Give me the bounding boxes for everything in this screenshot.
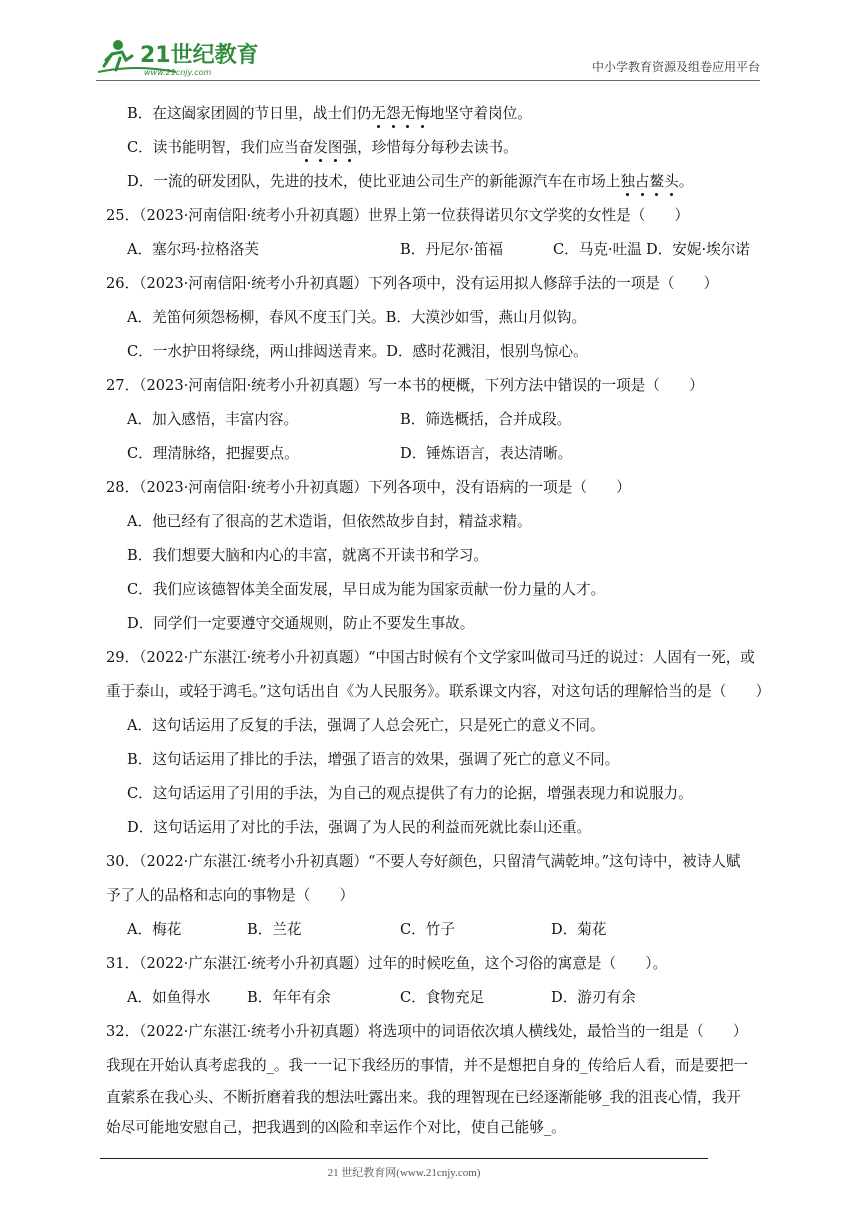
question-29-option-c: C．这句话运用了引用的手法，为自己的观点提供了有力的论据，增强表现力和说服力。	[127, 785, 693, 802]
option-a: A．如鱼得水	[127, 989, 211, 1006]
option-a: A．梅花	[127, 921, 182, 938]
option-b: B．筛选概括，合并成段。	[400, 411, 572, 428]
footer-divider	[100, 1158, 708, 1159]
question-26-options-cd: C．一水护田将绿绕，两山排闼送青来。D．感时花溅泪，恨别鸟惊心。	[127, 343, 588, 360]
option-c: C．马克·吐温	[553, 241, 642, 258]
option-a: A．加入感悟，丰富内容。	[127, 411, 299, 428]
option-b-prev: B．在这阖家团圆的节日里，战士们仍无怨无悔地坚守着岗位。	[127, 105, 532, 122]
question-27-stem: 27．（2023·河南信阳·统考小升初真题）写一本书的梗概，下列方法中错误的一项是（ ）	[106, 377, 704, 394]
option-c: C．理清脉络，把握要点。	[127, 445, 299, 462]
option-b: B．年年有余	[247, 989, 331, 1006]
option-d: D．菊花	[551, 921, 607, 938]
question-26-stem: 26．（2023·河南信阳·统考小升初真题）下列各项中，没有运用拟人修辞手法的一项是（ ）	[106, 275, 719, 292]
question-30-stem-line2: 予了人的品格和志向的事物是（ ）	[106, 887, 355, 904]
question-32-stem: 32．（2022·广东湛江·统考小升初真题）将选项中的词语依次填人横线处，最恰当的一组是（ ）	[106, 1023, 748, 1040]
question-28-option-a: A．他已经有了很高的艺术造诣，但依然故步自封，精益求精。	[127, 513, 532, 530]
svg-text:www.21cnjy.com: www.21cnjy.com	[144, 68, 212, 77]
option-c: C．竹子	[400, 921, 455, 938]
question-32-passage-line3: 始尽可能地安慰自己，把我遇到的凶险和幸运作个对比，使自己能够_。	[106, 1119, 566, 1136]
option-d-prev: D．一流的研发团队，先进的技术，使比亚迪公司生产的新能源汽车在市场上独占鳌头。	[127, 173, 694, 190]
question-29-stem-line2: 重于泰山，或轻于鸿毛。”这句话出自《为人民服务》。联系课文内容，对这句话的理解恰当的是（ ）	[106, 683, 771, 700]
platform-title: 中小学教育资源及组卷应用平台	[591, 60, 760, 74]
option-d: D．游刃有余	[551, 989, 636, 1006]
option-c-prev: C．读书能明智，我们应当奋发图强，珍惜每分每秒去读书。	[127, 139, 518, 156]
option-c: C．食物充足	[400, 989, 485, 1006]
question-28-stem: 28．（2023·河南信阳·统考小升初真题）下列各项中，没有语病的一项是（ ）	[106, 479, 631, 496]
page-header	[96, 32, 760, 80]
question-30-stem-line1: 30．（2022·广东湛江·统考小升初真题）“不要人夸好颜色，只留清气满乾坤。”这句诗中，被诗人赋	[106, 853, 741, 870]
header-divider	[96, 80, 760, 81]
option-d: D．安妮·埃尔诺	[646, 241, 750, 258]
logo-21cnjy	[96, 36, 266, 78]
question-29-option-d: D．这句话运用了对比的手法，强调了为人民的利益而死就比泰山还重。	[127, 819, 592, 836]
option-a: A．塞尔玛·拉格洛芙	[127, 241, 259, 258]
svg-text:21世纪教育: 21世纪教育	[140, 43, 259, 68]
question-29-option-b: B．这句话运用了排比的手法，增强了语言的效果，强调了死亡的意义不同。	[127, 751, 620, 768]
question-29-stem-line1: 29．（2022·广东湛江·统考小升初真题）“中国古时候有个文学家叫做司马迁的说过：人固有一死，或	[106, 649, 755, 666]
question-31-stem: 31．（2022·广东湛江·统考小升初真题）过年的时候吃鱼，这个习俗的寓意是（ ）。	[106, 955, 668, 972]
question-26-options-ab: A．羌笛何须怨杨柳，春风不度玉门关。B．大漠沙如雪，燕山月似钩。	[127, 309, 587, 326]
question-28-option-b: B．我们想要大脑和内心的丰富，就离不开读书和学习。	[127, 547, 488, 564]
option-b: B．兰花	[247, 921, 302, 938]
question-32-passage-line1: 我现在开始认真考虑我的_。我一一记下我经历的事情，并不是想把自身的_传给后人看，而是要把一	[106, 1057, 749, 1074]
question-32-passage-line2: 直萦系在我心头、不断折磨着我的想法吐露出来。我的理智现在已经逐渐能够_我的沮丧心情，我开	[106, 1089, 741, 1106]
footer-site: 21 世纪教育网(www.21cnjy.com)	[327, 1167, 481, 1179]
question-28-option-d: D．同学们一定要遵守交通规则，防止不要发生事故。	[127, 615, 475, 632]
option-b: B．丹尼尔·笛福	[400, 241, 503, 258]
question-29-option-a: A．这句话运用了反复的手法，强调了人总会死亡，只是死亡的意义不同。	[127, 717, 605, 734]
question-28-option-c: C．我们应该德智体美全面发展，早日成为能为国家贡献一份力量的人才。	[127, 581, 606, 598]
option-d: D．锤炼语言，表达清晰。	[400, 445, 573, 462]
question-25-stem: 25．（2023·河南信阳·统考小升初真题）世界上第一位获得诺贝尔文学奖的女性是（ ）	[106, 207, 690, 224]
